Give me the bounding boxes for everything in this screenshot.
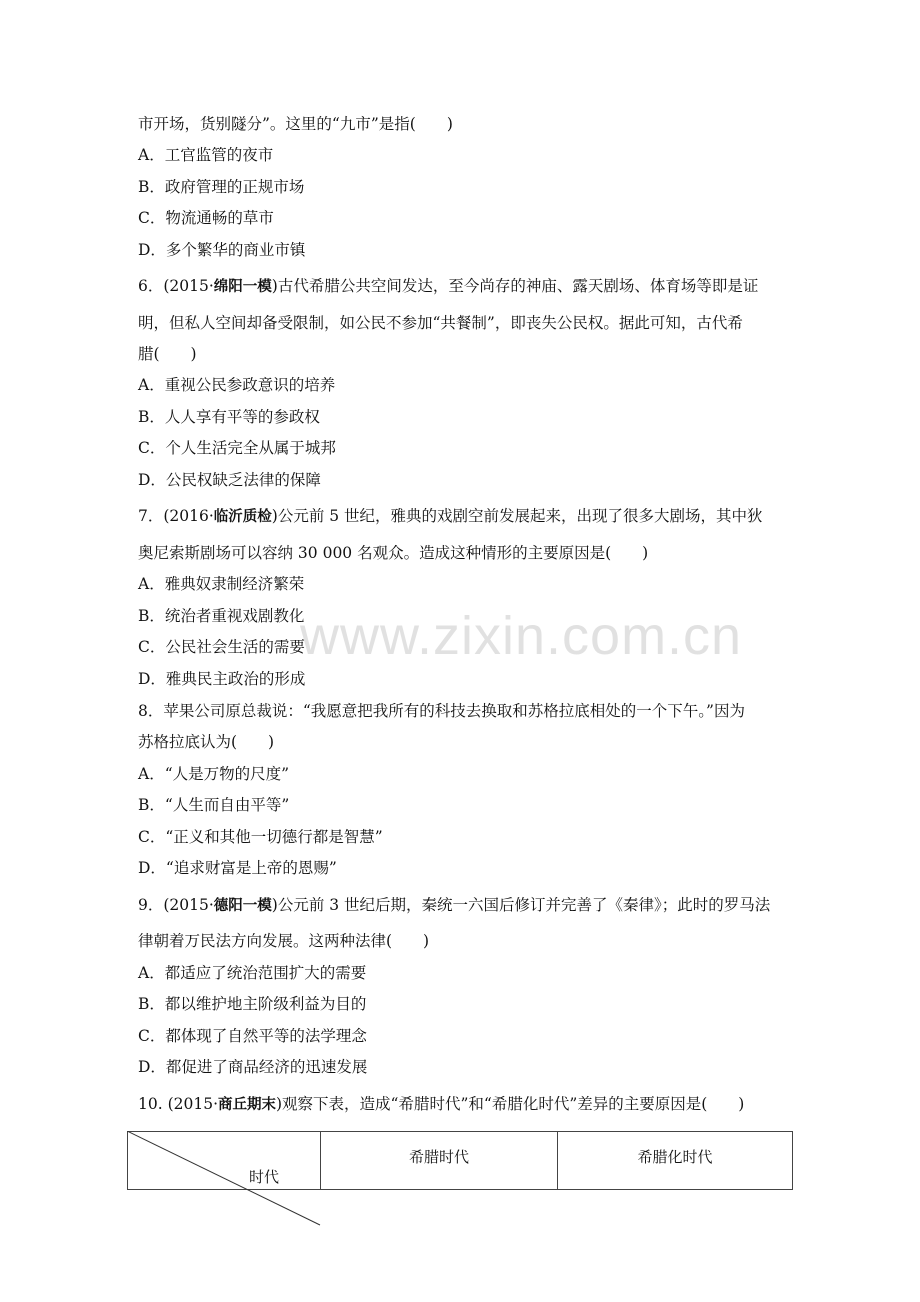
q5-option-b: B．政府管理的正规市场 xyxy=(138,178,305,196)
q9-source: 德阳一模 xyxy=(213,898,272,914)
q6-text: )古代希腊公共空间发达，至今尚存的神庙、露天剧场、体育场等即是证 xyxy=(271,277,759,295)
q7-option-d: D．雅典民主政治的形成 xyxy=(138,670,306,688)
q8-option-d: D．“追求财富是上帝的恩赐” xyxy=(138,859,337,877)
q6-source: 绵阳一模 xyxy=(213,279,272,295)
q9-stem-line1 xyxy=(138,895,770,916)
q6-stem-line2: 明，但私人空间却备受限制，如公民不参加“共餐制”，即丧失公民权。据此可知，古代希 xyxy=(138,314,743,332)
q9-option-c: C．都体现了自然平等的法学理念 xyxy=(138,1027,367,1045)
watermark: www.zixin.com.cn xyxy=(300,606,743,666)
q6-stem-line1 xyxy=(138,276,758,297)
q7-option-c: C．公民社会生活的需要 xyxy=(138,638,305,656)
q10-source: 商丘期末 xyxy=(218,1097,276,1113)
q9-text: )公元前 3 世纪后期，秦统一六国后修订并完善了《秦律》；此时的罗马法 xyxy=(271,896,771,914)
q9-number: 9．(2015· xyxy=(138,896,214,914)
q5-option-a: A．工官监管的夜市 xyxy=(138,146,274,164)
q8-stem-line1: 8．苹果公司原总裁说：“我愿意把我所有的科技去换取和苏格拉底相处的一个下午。”因为 xyxy=(138,702,745,720)
q6-option-a: A．重视公民参政意识的培养 xyxy=(138,376,336,394)
q8-option-b: B．“人生而自由平等” xyxy=(138,796,290,814)
q8-stem-line2: 苏格拉底认为( ) xyxy=(138,733,275,751)
q6-option-d: D．公民权缺乏法律的保障 xyxy=(138,471,321,489)
table-diagonal-line xyxy=(127,1131,327,1231)
q10-number: 10. (2015· xyxy=(138,1095,218,1113)
q10-text: )观察下表，造成“希腊时代”和“希腊化时代”差异的主要原因是( ) xyxy=(276,1095,745,1113)
q8-option-a: A．“人是万物的尺度” xyxy=(138,765,290,783)
q5-option-c: C．物流通畅的草市 xyxy=(138,209,274,227)
q7-text: )公元前 5 世纪，雅典的戏剧空前发展起来，出现了很多大剧场，其中狄 xyxy=(271,507,763,525)
q6-number: 6．(2015· xyxy=(138,277,214,295)
q7-number: 7．(2016· xyxy=(138,507,214,525)
q7-option-b: B．统治者重视戏剧教化 xyxy=(138,607,305,625)
q7-stem-line1 xyxy=(138,506,763,527)
q5-option-d: D．多个繁华的商业市镇 xyxy=(138,241,306,259)
q9-option-b: B．都以维护地主阶级利益为目的 xyxy=(138,995,367,1013)
q7-option-a: A．雅典奴隶制经济繁荣 xyxy=(138,575,305,593)
q7-source: 临沂质检 xyxy=(213,509,272,525)
table-corner-label: 时代 xyxy=(249,1168,280,1186)
table-header-greek-era: 希腊时代 xyxy=(321,1132,558,1190)
q9-option-a: A．都适应了统治范围扩大的需要 xyxy=(138,964,367,982)
table-header-hellenistic-era: 希腊化时代 xyxy=(558,1132,793,1190)
q6-option-c: C．个人生活完全从属于城邦 xyxy=(138,439,336,457)
q6-option-b: B．人人享有平等的参政权 xyxy=(138,408,320,426)
q9-option-d: D．都促进了商品经济的迅速发展 xyxy=(138,1058,368,1076)
q10-stem-line1 xyxy=(138,1094,744,1115)
q8-option-c: C．“正义和其他一切德行都是智慧” xyxy=(138,828,383,846)
q6-stem-line3: 腊( ) xyxy=(138,345,197,363)
q9-stem-line2: 律朝着万民法方向发展。这两种法律( ) xyxy=(138,932,430,950)
q7-stem-line2: 奥尼索斯剧场可以容纳 30 000 名观众。造成这种情形的主要原因是( ) xyxy=(138,544,649,562)
q5-continuation: 市开场，货别隧分”。这里的“九市”是指( ) xyxy=(138,115,453,133)
